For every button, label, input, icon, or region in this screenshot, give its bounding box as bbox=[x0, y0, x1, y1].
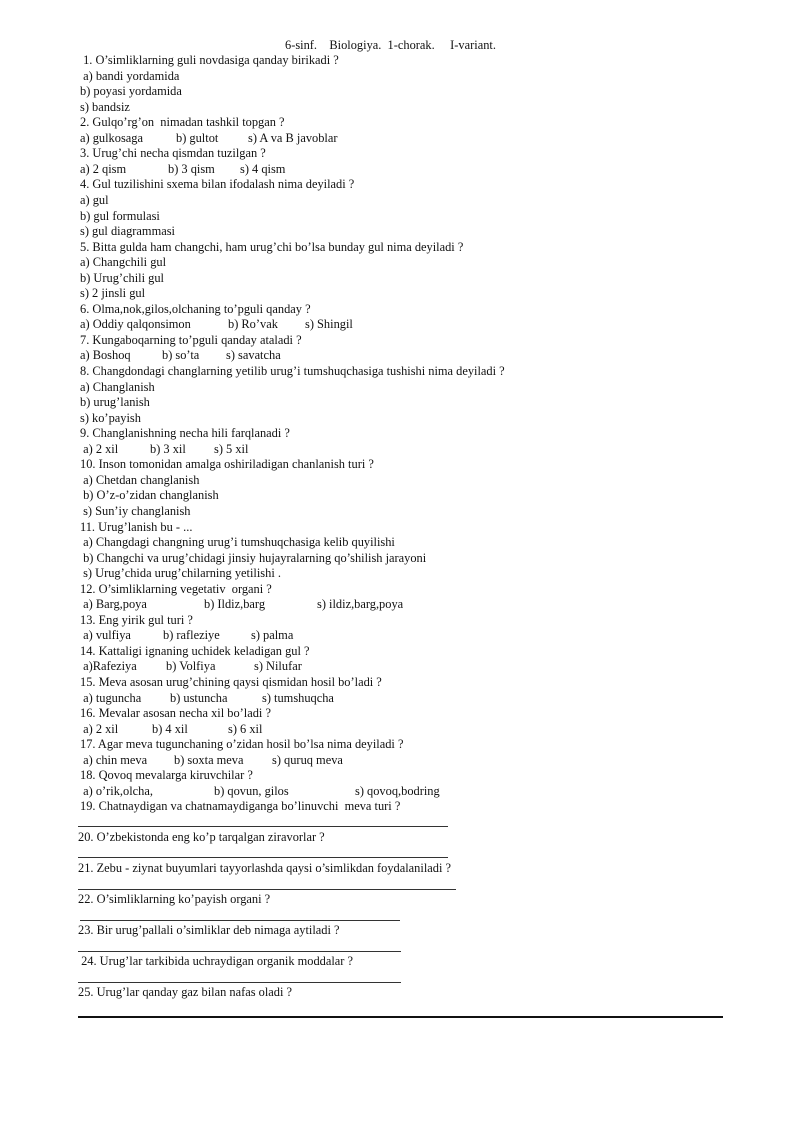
answer-option: a) 2 xil bbox=[80, 721, 119, 736]
question-line: 10. Inson tomonidan amalga oshiriladigan chanlanish turi ? bbox=[80, 457, 374, 472]
answer-option: s) palma bbox=[251, 628, 294, 643]
answer-option: b) 4 xil bbox=[152, 721, 188, 736]
answer-option: a) o’rik,olcha, bbox=[80, 783, 153, 798]
answer-option: s) 6 xil bbox=[228, 721, 263, 736]
answer-option: a) Barg,poya bbox=[80, 597, 147, 612]
answer-option: b) so’ta bbox=[162, 348, 200, 363]
open-question: 23. Bir urug’pallali o’simliklar deb nimaga aytiladi ? bbox=[78, 923, 340, 937]
question-line: a) Chetdan changlanish bbox=[80, 472, 200, 487]
question-line: 4. Gul tuzilishini sxema bilan ifodalash nima deyiladi ? bbox=[80, 177, 355, 192]
question-line: b) poyasi yordamida bbox=[80, 84, 182, 99]
question-line: b) Changchi va urug’chidagi jinsiy hujayralarning qo’shilish jarayoni bbox=[80, 550, 427, 565]
answer-option: a)Rafeziya bbox=[80, 659, 137, 674]
answer-option: b) Ildiz,barg bbox=[204, 597, 266, 612]
question-line: 8. Changdondagi changlarning yetilib urug’i tumshuqchasiga tushishi nima deyiladi ? bbox=[80, 364, 505, 378]
open-question: 24. Urug’lar tarkibida uchraydigan organik moddalar ? bbox=[78, 954, 354, 968]
question-line: 9. Changlanishning necha hili farqlanadi ? bbox=[80, 426, 290, 441]
answer-option: s) ildiz,barg,poya bbox=[317, 597, 404, 612]
question-line: 3. Urug’chi necha qismdan tuzilgan ? bbox=[80, 146, 266, 161]
answer-option: b) rafleziye bbox=[163, 628, 220, 643]
question-line: 6. Olma,nok,gilos,olchaning to’pguli qanday ? bbox=[80, 301, 311, 316]
question-line: a) bandi yordamida bbox=[80, 68, 180, 83]
question-line: s) bandsiz bbox=[80, 99, 130, 114]
question-line: 1. O’simliklarning guli novdasiga qanday birikadi ? bbox=[80, 53, 339, 67]
answer-option: s) 4 qism bbox=[240, 161, 286, 176]
answer-option: b) Ro’vak bbox=[228, 317, 278, 332]
answer-line bbox=[78, 826, 448, 827]
question-line: a) Changdagi changning urug’i tumshuqchasiga kelib quyilishi bbox=[80, 535, 395, 550]
answer-option: b) Volfiya bbox=[166, 659, 216, 674]
answer-option: s) savatcha bbox=[226, 348, 281, 363]
question-line: b) urug’lanish bbox=[80, 395, 150, 410]
answer-option: s) Nilufar bbox=[254, 659, 302, 674]
question-line: s) Urug’chida urug’chilarning yetilishi . bbox=[80, 566, 281, 581]
answer-option: a) 2 xil bbox=[80, 441, 119, 456]
answer-line bbox=[78, 857, 448, 858]
answer-option: s) quruq meva bbox=[272, 752, 343, 767]
answer-option: s) tumshuqcha bbox=[262, 690, 334, 705]
question-line: 5. Bitta gulda ham changchi, ham urug’chi bo’lsa bunday gul nima deyiladi ? bbox=[80, 239, 464, 254]
answer-option: a) Oddiy qalqonsimon bbox=[80, 317, 191, 332]
question-line: 15. Meva asosan urug’chining qaysi qismidan hosil bo’ladi ? bbox=[80, 675, 382, 689]
question-line: s) Sun’iy changlanish bbox=[80, 503, 191, 518]
answer-option: a) gulkosaga bbox=[80, 130, 143, 145]
question-line: 13. Eng yirik gul turi ? bbox=[80, 612, 193, 627]
question-line: 7. Kungaboqarning to’pguli qanday ataladi ? bbox=[80, 332, 302, 347]
bottom-divider bbox=[78, 1016, 723, 1018]
question-line: 19. Chatnaydigan va chatnamaydiganga bo’linuvchi meva turi ? bbox=[80, 799, 401, 814]
question-line: b) O’z-o’zidan changlanish bbox=[80, 488, 219, 503]
answer-option: b) qovun, gilos bbox=[214, 783, 289, 798]
question-line: s) gul diagrammasi bbox=[80, 224, 175, 239]
open-question: 22. O’simliklarning ko’payish organi ? bbox=[78, 892, 271, 906]
question-line: a) Changlanish bbox=[80, 379, 155, 394]
question-line: s) ko’payish bbox=[80, 410, 141, 425]
answer-option: s) Shingil bbox=[305, 317, 353, 332]
answer-option: b) 3 qism bbox=[168, 161, 215, 176]
answer-option: a) 2 qism bbox=[80, 161, 127, 176]
open-question: 25. Urug’lar qanday gaz bilan nafas oladi ? bbox=[78, 985, 292, 999]
answer-option: s) 5 xil bbox=[214, 441, 249, 456]
question-line: 11. Urug’lanish bu - ... bbox=[80, 519, 193, 534]
answer-option: a) chin meva bbox=[80, 752, 148, 767]
question-line: b) gul formulasi bbox=[80, 208, 160, 223]
question-line: 16. Mevalar asosan necha xil bo’ladi ? bbox=[80, 706, 271, 721]
answer-option: a) vulfiya bbox=[80, 628, 131, 643]
answer-option: b) ustuncha bbox=[170, 690, 228, 705]
answer-option: a) Boshoq bbox=[80, 348, 131, 363]
question-line: 14. Kattaligi ignaning uchidek keladigan gul ? bbox=[80, 643, 310, 658]
answer-option: b) gultot bbox=[176, 130, 219, 145]
answer-option: b) 3 xil bbox=[150, 441, 186, 456]
answer-line bbox=[78, 889, 456, 890]
question-line: 2. Gulqo’rg’on nimadan tashkil topgan ? bbox=[80, 115, 285, 130]
question-line: s) 2 jinsli gul bbox=[80, 286, 146, 301]
question-line: 17. Agar meva tugunchaning o’zidan hosil bo’lsa nima deyiladi ? bbox=[80, 737, 404, 752]
page-header: 6-sinf. Biologiya. 1-chorak. I-variant. bbox=[285, 38, 496, 52]
answer-option: b) soxta meva bbox=[174, 752, 244, 767]
answer-option: a) tuguncha bbox=[80, 690, 142, 705]
question-line: b) Urug’chili gul bbox=[80, 270, 164, 285]
question-line: 12. O’simliklarning vegetativ organi ? bbox=[80, 581, 272, 596]
answer-line bbox=[78, 982, 401, 983]
answer-line bbox=[80, 920, 400, 921]
question-line: a) Changchili gul bbox=[80, 255, 167, 270]
answer-option: s) A va B javoblar bbox=[248, 130, 338, 145]
open-question: 20. O’zbekistonda eng ko’p tarqalgan ziravorlar ? bbox=[78, 830, 325, 844]
question-line: 18. Qovoq mevalarga kiruvchilar ? bbox=[80, 768, 253, 783]
question-line: a) gul bbox=[80, 192, 109, 207]
answer-option: s) qovoq,bodring bbox=[355, 783, 440, 798]
open-question: 21. Zebu - ziynat buyumlari tayyorlashda qaysi o’simlikdan foydalaniladi ? bbox=[78, 861, 452, 875]
answer-line bbox=[78, 951, 401, 952]
